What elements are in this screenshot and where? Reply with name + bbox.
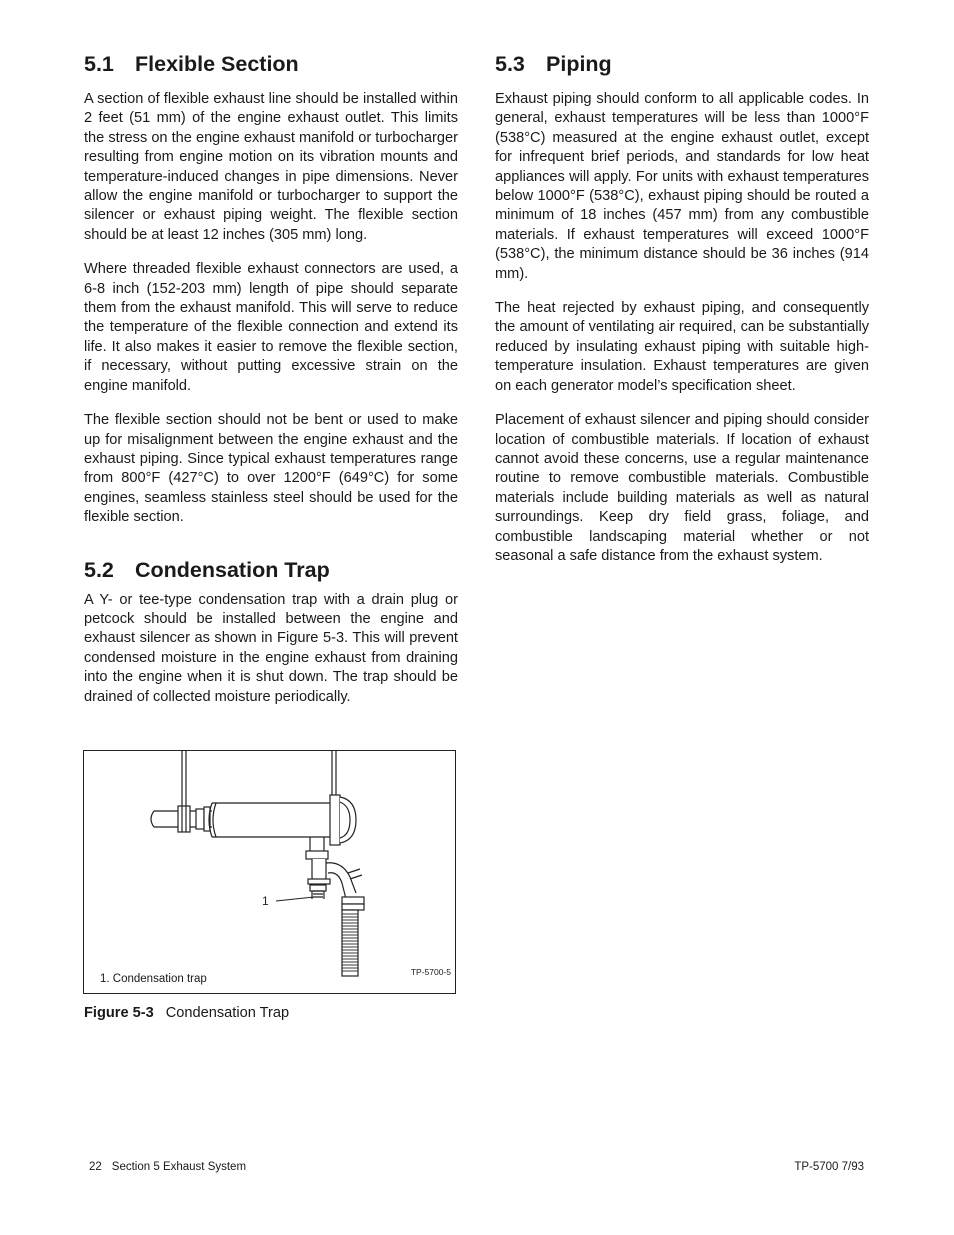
condensation-trap-illustration [84,751,457,995]
footer-section: Section 5 Exhaust System [111,1161,247,1173]
footer-left [89,1161,256,1173]
section-number: 5.2 [84,557,114,582]
figure-legend: 1. Condensation trap [100,973,207,985]
section-number: 5.1 [84,52,114,76]
left-column [84,50,458,707]
section-title: Condensation Trap [135,557,330,582]
page-number: 22 [89,1161,102,1173]
section-number: 5.3 [495,52,525,76]
paragraph: Placement of exhaust silencer and piping should consider location of combustible materials. If location of exhaust cannot avoid these concerns, use a regular maintenance routine to remove combustible materials. Combustible materials include building materials as well as natural surroundings. Keep dry field grass, foliage, and combustible landscaping material whether or not seasonal a safe distance from the exhaust system. [495,412,869,564]
section-heading [84,556,458,584]
paragraph: A section of flexible exhaust line should be installed within 2 feet (51 mm) of the engine exhaust outlet. This limits the stress on the engine exhaust manifold or turbocharger resulting from engine motion on its vibration mounts and temperature-induced changes in pipe dimensions. Never allow the engine manifold or turbocharger to support the silencer or exhaust piping weight. The flexible section should be at least 12 inches (305 mm) long. [84,91,458,243]
footer-doc-id: TP-5700 7/93 [794,1161,864,1173]
figure-code: TP-5700-5 [410,967,451,977]
section-5-2 [84,556,458,707]
section-heading [84,50,458,78]
paragraph: Where threaded flexible exhaust connectors are used, a 6-8 inch (152-203 mm) length of pipe should separate them from the exhaust manifold. This will serve to reduce the temperature of the flexible connection and extend its life. It also makes it easier to remove the flexible section, if necessary, without putting excessive strain on the engine manifold. [84,261,458,394]
section-5-1 [84,50,458,528]
section-heading [495,50,869,78]
section-title: Piping [546,52,612,76]
paragraph: Exhaust piping should conform to all applicable codes. In general, exhaust temperatures will be less than 1000°F (538°C) measured at the engine exhaust outlet, except for infrequent brief periods, and standards for low heat appliances will apply. For units with exhaust temperatures below 1000°F (538°C), exhaust piping should be routed a minimum of 18 inches (457 mm) from any combustible materials. If exhaust temperatures will exceed 1000°F (538°C), the minimum distance should be 36 inches (914 mm). [495,91,869,282]
section-title: Flexible Section [135,52,299,76]
callout-number: 1 [262,894,269,908]
paragraph: The heat rejected by exhaust piping, and consequently the amount of ventilating air required, can be substantially reduced by insulating exhaust piping with suitable high-temperature insulation. Exhaust temperatures are given on each generator model’s specification sheet. [495,300,869,394]
figure-caption [84,1005,289,1021]
figure-caption-label: Figure 5-3 [84,1005,154,1021]
paragraph: The flexible section should not be bent or used to make up for misalignment between the engine exhaust and the exhaust piping. Since typical exhaust temperatures range from 800°F (427°C) to over 1200°F (649°C) for some engines, seamless stainless steel should be used for the flexible section. [84,412,458,526]
figure-5-3 [83,750,456,994]
right-column [495,50,869,566]
figure-caption-text: Condensation Trap [165,1005,290,1021]
paragraph: A Y- or tee-type condensation trap with a drain plug or petcock should be installed between the engine and exhaust silencer as shown in Figure 5-3. This will prevent condensed moisture in the engine exhaust from draining into the engine when it is shut down. The trap should be drained of collected moisture periodically. [84,591,458,705]
